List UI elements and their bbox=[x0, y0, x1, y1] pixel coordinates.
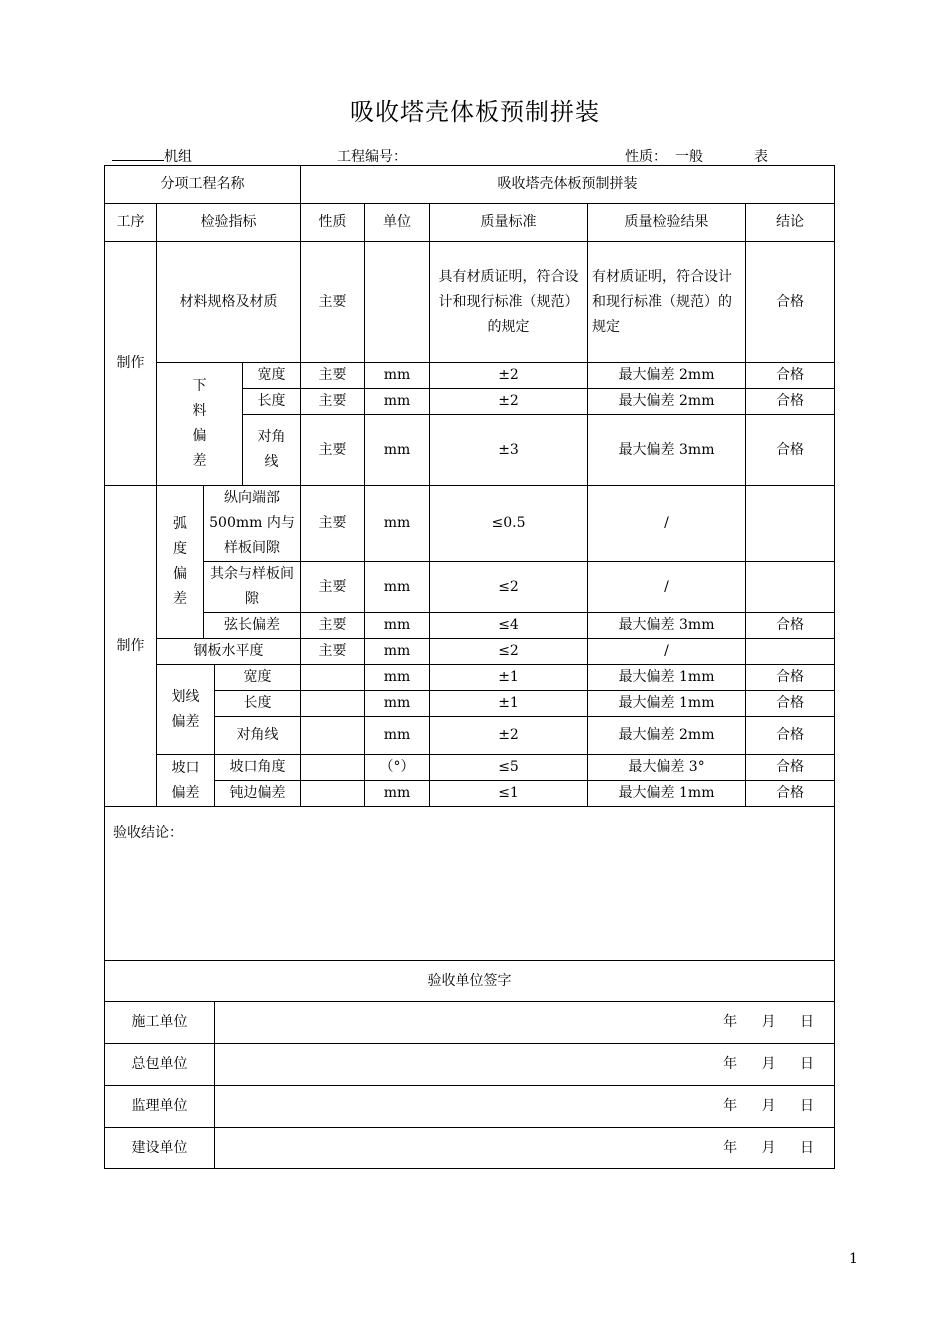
standard-cell: ±2 bbox=[430, 389, 588, 415]
conclusion-cell: 合格 bbox=[746, 691, 835, 717]
conclusion-cell: 合格 bbox=[746, 781, 835, 807]
conclusion-cell: 合格 bbox=[746, 242, 835, 363]
bevel-group-label: 坡口偏差 bbox=[157, 755, 215, 807]
result-cell: 最大偏差 3mm bbox=[588, 613, 746, 639]
indicator-cell: 坡口角度 bbox=[215, 755, 301, 781]
nature-label: 性质： bbox=[625, 149, 667, 165]
signature-row bbox=[105, 1086, 835, 1128]
signature-date: 年 月 日 bbox=[215, 1002, 835, 1044]
conclusion-cell: 合格 bbox=[746, 363, 835, 389]
unit-label: 机组 bbox=[164, 149, 192, 165]
unit-cell: mm bbox=[365, 562, 430, 613]
col-conclusion: 结论 bbox=[746, 204, 835, 242]
unit-cell: mm bbox=[365, 639, 430, 665]
result-cell: 最大偏差 1mm bbox=[588, 691, 746, 717]
nature-cell: 主要 bbox=[301, 613, 365, 639]
signature-heading: 验收单位签字 bbox=[105, 961, 835, 1002]
document-title: 吸收塔壳体板预制拼装 bbox=[350, 98, 600, 126]
table-row bbox=[105, 691, 835, 717]
indicator-cell: 长度 bbox=[243, 389, 301, 415]
signature-unit-label: 施工单位 bbox=[105, 1002, 215, 1044]
table-row bbox=[105, 562, 835, 613]
subproject-row bbox=[105, 166, 835, 204]
table-row bbox=[105, 613, 835, 639]
signature-date: 年 月 日 bbox=[215, 1086, 835, 1128]
nature-cell: 主要 bbox=[301, 389, 365, 415]
process-cell: 制作 bbox=[105, 242, 157, 486]
cutting-group-label: 下料偏差 bbox=[157, 363, 243, 486]
project-number-label: 工程编号： bbox=[337, 149, 407, 165]
col-nature: 性质 bbox=[301, 204, 365, 242]
indicator-cell: 其余与样板间隙 bbox=[204, 562, 301, 613]
page-number: 1 bbox=[849, 1251, 858, 1267]
result-cell: 最大偏差 3° bbox=[588, 755, 746, 781]
indicator-cell: 宽度 bbox=[215, 665, 301, 691]
unit-cell: mm bbox=[365, 415, 430, 486]
conclusion-cell bbox=[746, 486, 835, 562]
unit-cell: mm bbox=[365, 486, 430, 562]
unit-cell bbox=[365, 242, 430, 363]
indicator-cell: 对角线 bbox=[215, 717, 301, 755]
indicator-cell: 材料规格及材质 bbox=[157, 242, 301, 363]
result-cell: 最大偏差 2mm bbox=[588, 389, 746, 415]
nature-cell bbox=[301, 665, 365, 691]
nature-cell: 主要 bbox=[301, 486, 365, 562]
standard-cell: ≤1 bbox=[430, 781, 588, 807]
signature-unit-label: 建设单位 bbox=[105, 1128, 215, 1169]
result-cell: / bbox=[588, 562, 746, 613]
signature-unit-label: 总包单位 bbox=[105, 1044, 215, 1086]
nature-cell bbox=[301, 691, 365, 717]
indicator-cell: 纵向端部500mm 内与样板间隙 bbox=[204, 486, 301, 562]
nature-cell bbox=[301, 755, 365, 781]
indicator-cell: 宽度 bbox=[243, 363, 301, 389]
indicator-cell: 钝边偏差 bbox=[215, 781, 301, 807]
marking-group-label: 划线偏差 bbox=[157, 665, 215, 755]
col-process: 工序 bbox=[105, 204, 157, 242]
col-standard: 质量标准 bbox=[430, 204, 588, 242]
nature-cell: 主要 bbox=[301, 363, 365, 389]
unit-cell: mm bbox=[365, 363, 430, 389]
indicator-cell: 对角线 bbox=[243, 415, 301, 486]
conclusion-cell: 合格 bbox=[746, 613, 835, 639]
nature-cell: 主要 bbox=[301, 242, 365, 363]
acceptance-conclusion-label: 验收结论： bbox=[105, 807, 835, 961]
signature-unit-label: 监理单位 bbox=[105, 1086, 215, 1128]
unit-cell: mm bbox=[365, 717, 430, 755]
result-cell: 有材质证明，符合设计和现行标准（规范）的规定 bbox=[588, 242, 746, 363]
standard-cell: ≤0.5 bbox=[430, 486, 588, 562]
signature-row bbox=[105, 1128, 835, 1169]
result-cell: 最大偏差 1mm bbox=[588, 781, 746, 807]
form-label: 表 bbox=[754, 149, 768, 165]
inspection-table bbox=[104, 165, 835, 1169]
result-cell: 最大偏差 2mm bbox=[588, 717, 746, 755]
standard-cell: ≤4 bbox=[430, 613, 588, 639]
standard-cell: ≤2 bbox=[430, 562, 588, 613]
table-row bbox=[105, 363, 835, 389]
column-header-row bbox=[105, 204, 835, 242]
arc-group-label: 弧度偏差 bbox=[157, 486, 204, 639]
signature-date: 年 月 日 bbox=[215, 1128, 835, 1169]
nature-cell bbox=[301, 717, 365, 755]
standard-cell: ±3 bbox=[430, 415, 588, 486]
unit-cell: mm bbox=[365, 781, 430, 807]
table-row bbox=[105, 665, 835, 691]
subproject-label: 分项工程名称 bbox=[105, 166, 301, 204]
signature-date: 年 月 日 bbox=[215, 1044, 835, 1086]
standard-cell: ≤2 bbox=[430, 639, 588, 665]
subproject-value: 吸收塔壳体板预制拼装 bbox=[301, 166, 835, 204]
table-row bbox=[105, 755, 835, 781]
standard-cell: 具有材质证明，符合设计和现行标准（规范）的规定 bbox=[430, 242, 588, 363]
conclusion-cell: 合格 bbox=[746, 755, 835, 781]
nature-value: 一般 bbox=[675, 149, 703, 165]
conclusion-cell bbox=[746, 562, 835, 613]
standard-cell: ±1 bbox=[430, 665, 588, 691]
table-row bbox=[105, 486, 835, 562]
standard-cell: ±2 bbox=[430, 717, 588, 755]
table-row bbox=[105, 639, 835, 665]
table-row bbox=[105, 781, 835, 807]
result-cell: / bbox=[588, 639, 746, 665]
conclusion-row bbox=[105, 807, 835, 961]
unit-blank-line bbox=[112, 160, 164, 161]
result-cell: / bbox=[588, 486, 746, 562]
unit-cell: mm bbox=[365, 613, 430, 639]
process-cell: 制作 bbox=[105, 486, 157, 807]
col-result: 质量检验结果 bbox=[588, 204, 746, 242]
col-indicator: 检验指标 bbox=[157, 204, 301, 242]
indicator-cell: 钢板水平度 bbox=[157, 639, 301, 665]
result-cell: 最大偏差 2mm bbox=[588, 363, 746, 389]
signature-heading-row bbox=[105, 961, 835, 1002]
indicator-cell: 弦长偏差 bbox=[204, 613, 301, 639]
standard-cell: ±2 bbox=[430, 363, 588, 389]
unit-cell: mm bbox=[365, 665, 430, 691]
result-cell: 最大偏差 1mm bbox=[588, 665, 746, 691]
conclusion-cell: 合格 bbox=[746, 415, 835, 486]
result-cell: 最大偏差 3mm bbox=[588, 415, 746, 486]
table-row bbox=[105, 242, 835, 363]
nature-cell bbox=[301, 781, 365, 807]
nature-cell: 主要 bbox=[301, 639, 365, 665]
signature-row bbox=[105, 1002, 835, 1044]
table-row bbox=[105, 717, 835, 755]
col-unit: 单位 bbox=[365, 204, 430, 242]
conclusion-cell: 合格 bbox=[746, 389, 835, 415]
unit-cell: （°） bbox=[365, 755, 430, 781]
nature-cell: 主要 bbox=[301, 562, 365, 613]
indicator-cell: 长度 bbox=[215, 691, 301, 717]
standard-cell: ±1 bbox=[430, 691, 588, 717]
unit-cell: mm bbox=[365, 691, 430, 717]
nature-cell: 主要 bbox=[301, 415, 365, 486]
standard-cell: ≤5 bbox=[430, 755, 588, 781]
unit-cell: mm bbox=[365, 389, 430, 415]
conclusion-cell: 合格 bbox=[746, 665, 835, 691]
conclusion-cell bbox=[746, 639, 835, 665]
conclusion-cell: 合格 bbox=[746, 717, 835, 755]
signature-row bbox=[105, 1044, 835, 1086]
